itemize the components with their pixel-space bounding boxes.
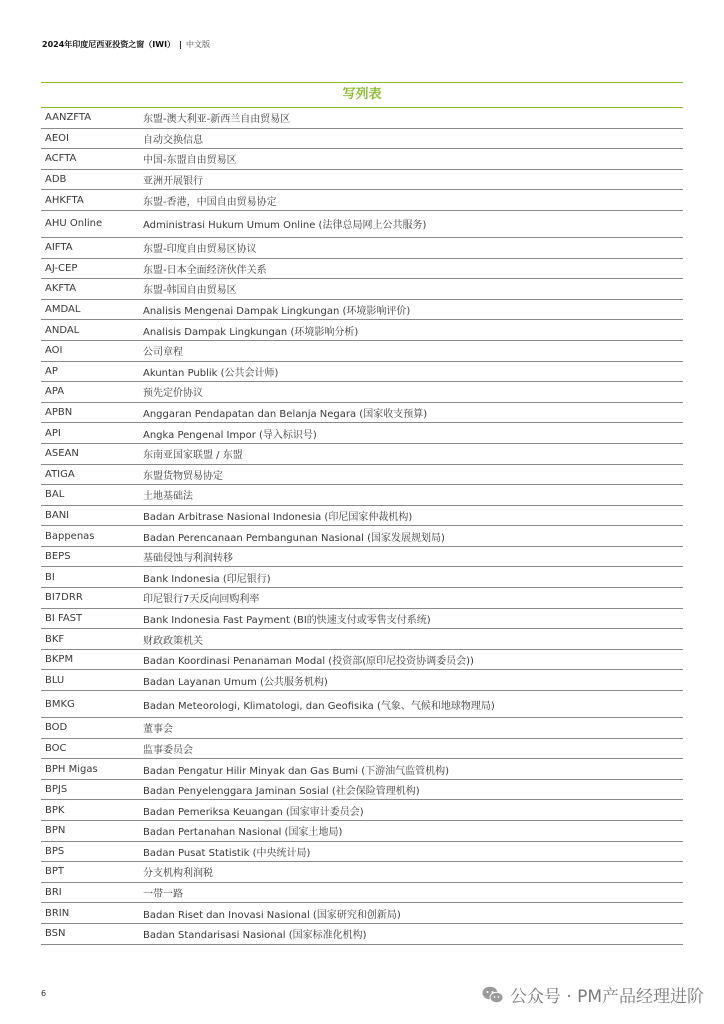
definition-cell: 东南亚国家联盟 / 东盟 xyxy=(141,443,683,464)
table-row xyxy=(41,279,683,300)
abbreviation-cell: BPH Migas xyxy=(41,759,141,780)
table-row xyxy=(41,485,683,506)
abbreviation-cell: BOC xyxy=(41,738,141,759)
definition-cell: Analisis Dampak Lingkungan (环境影响分析) xyxy=(141,320,683,341)
abbreviation-cell: BI FAST xyxy=(41,608,141,629)
abbreviation-cell: BOD xyxy=(41,718,141,739)
table-row xyxy=(41,649,683,670)
abbreviation-cell: AOI xyxy=(41,340,141,361)
header-separator: | xyxy=(179,40,182,49)
table-row xyxy=(41,169,683,190)
definition-cell: Badan Pertanahan Nasional (国家土地局) xyxy=(141,821,683,842)
wechat-icon xyxy=(482,986,504,1004)
definition-cell: Badan Meteorologi, Klimatologi, dan Geofisika (气象、气候和地球物理局) xyxy=(141,691,683,718)
table-row xyxy=(41,258,683,279)
abbreviation-cell: APA xyxy=(41,382,141,403)
definition-cell: Badan Penyelenggara Jaminan Sosial (社会保险管理机构) xyxy=(141,779,683,800)
table-row xyxy=(41,361,683,382)
definition-cell: 东盟-印度自由贸易区协议 xyxy=(141,237,683,258)
definition-cell: 东盟货物贸易协定 xyxy=(141,464,683,485)
abbreviation-cell: AEOI xyxy=(41,128,141,149)
table-row xyxy=(41,128,683,149)
definition-cell: Badan Arbitrase Nasional Indonesia (印尼国家仲裁机构) xyxy=(141,505,683,526)
definition-cell: Bank Indonesia Fast Payment (BI的快速支付或零售支付系统) xyxy=(141,608,683,629)
abbreviation-table xyxy=(41,108,683,945)
abbreviation-cell: BLU xyxy=(41,670,141,691)
abbreviation-cell: BRI xyxy=(41,882,141,903)
abbreviation-cell: ANDAL xyxy=(41,320,141,341)
table-row xyxy=(41,923,683,944)
definition-cell: Badan Koordinasi Penanaman Modal (投资部(原印尼投资协调委员会)) xyxy=(141,649,683,670)
definition-cell: 财政政策机关 xyxy=(141,629,683,650)
abbreviation-cell: AANZFTA xyxy=(41,108,141,128)
abbreviation-cell: BPK xyxy=(41,800,141,821)
table-row xyxy=(41,546,683,567)
table-row xyxy=(41,718,683,739)
abbreviation-cell: ACFTA xyxy=(41,149,141,170)
definition-cell: Akuntan Publik (公共会计师) xyxy=(141,361,683,382)
abbreviation-table-title: 写列表 xyxy=(41,82,683,108)
abbreviation-cell: BPT xyxy=(41,862,141,883)
table-row xyxy=(41,299,683,320)
definition-cell: 亚洲开展银行 xyxy=(141,169,683,190)
table-row xyxy=(41,320,683,341)
table-row xyxy=(41,464,683,485)
abbreviation-cell: AJ-CEP xyxy=(41,258,141,279)
table-row xyxy=(41,882,683,903)
abbreviation-cell: AKFTA xyxy=(41,279,141,300)
table-row xyxy=(41,903,683,924)
definition-cell: 土地基础法 xyxy=(141,485,683,506)
abbreviation-cell: ATIGA xyxy=(41,464,141,485)
abbreviation-cell: ASEAN xyxy=(41,443,141,464)
table-row xyxy=(41,210,683,237)
abbreviation-cell: BI xyxy=(41,567,141,588)
abbreviation-cell: BKF xyxy=(41,629,141,650)
table-row xyxy=(41,526,683,547)
table-row xyxy=(41,588,683,609)
definition-cell: 分支机构利润税 xyxy=(141,862,683,883)
definition-cell: Badan Perencanaan Pembangunan Nasional (国家发展规划局) xyxy=(141,526,683,547)
page-header xyxy=(42,39,210,50)
language-label: 中文版 xyxy=(185,40,210,49)
table-row xyxy=(41,779,683,800)
abbreviation-cell: AIFTA xyxy=(41,237,141,258)
page-number: 6 xyxy=(41,989,47,998)
definition-cell: Badan Standarisasi Nasional (国家标准化机构) xyxy=(141,923,683,944)
table-row xyxy=(41,759,683,780)
definition-cell: 自动交换信息 xyxy=(141,128,683,149)
abbreviation-cell: AP xyxy=(41,361,141,382)
definition-cell: Badan Pemeriksa Keuangan (国家审计委员会) xyxy=(141,800,683,821)
abbreviation-cell: BPS xyxy=(41,841,141,862)
definition-cell: 东盟-澳大利亚-新西兰自由贸易区 xyxy=(141,108,683,128)
abbreviation-cell: BI7DRR xyxy=(41,588,141,609)
definition-cell: 印尼银行7天反向回购利率 xyxy=(141,588,683,609)
table-row xyxy=(41,862,683,883)
definition-cell: 一带一路 xyxy=(141,882,683,903)
watermark-text: 公众号 · PM产品经理进阶 xyxy=(509,987,704,1007)
abbreviation-cell: AMDAL xyxy=(41,299,141,320)
table-row xyxy=(41,738,683,759)
table-row xyxy=(41,505,683,526)
abbreviation-cell: BANI xyxy=(41,505,141,526)
definition-cell: Anggaran Pendapatan dan Belanja Negara (国家收支预算) xyxy=(141,402,683,423)
definition-cell: Badan Riset dan Inovasi Nasional (国家研究和创新局) xyxy=(141,903,683,924)
table-row xyxy=(41,443,683,464)
table-row xyxy=(41,108,683,128)
table-row xyxy=(41,402,683,423)
definition-cell: 东盟-日本全面经济伙伴关系 xyxy=(141,258,683,279)
table-row xyxy=(41,149,683,170)
table-row xyxy=(41,608,683,629)
abbreviation-cell: BPJS xyxy=(41,779,141,800)
definition-cell: Analisis Mengenai Dampak Lingkungan (环境影响评价) xyxy=(141,299,683,320)
abbreviation-cell: Bappenas xyxy=(41,526,141,547)
abbreviation-cell: BSN xyxy=(41,923,141,944)
definition-cell: Angka Pengenal Impor (导入标识号) xyxy=(141,423,683,444)
abbreviation-cell: AHU Online xyxy=(41,210,141,237)
definition-cell: Badan Layanan Umum (公共服务机构) xyxy=(141,670,683,691)
abbreviation-cell: BPN xyxy=(41,821,141,842)
definition-cell: 东盟-香港，中国自由贸易协定 xyxy=(141,190,683,211)
abbreviation-cell: BEPS xyxy=(41,546,141,567)
abbreviation-cell: BKPM xyxy=(41,649,141,670)
abbreviation-cell: APBN xyxy=(41,402,141,423)
table-row xyxy=(41,670,683,691)
abbreviation-cell: API xyxy=(41,423,141,444)
definition-cell: 监事委员会 xyxy=(141,738,683,759)
table-row xyxy=(41,190,683,211)
table-row xyxy=(41,423,683,444)
abbreviation-cell: ADB xyxy=(41,169,141,190)
table-row xyxy=(41,691,683,718)
table-row xyxy=(41,800,683,821)
definition-cell: 东盟-韩国自由贸易区 xyxy=(141,279,683,300)
document-title: 2024年印度尼西亚投资之窗（IWI） xyxy=(42,40,176,49)
abbreviation-table-body xyxy=(41,108,683,944)
table-row xyxy=(41,841,683,862)
abbreviation-cell: BAL xyxy=(41,485,141,506)
abbreviation-cell: AHKFTA xyxy=(41,190,141,211)
table-row xyxy=(41,382,683,403)
definition-cell: 中国-东盟自由贸易区 xyxy=(141,149,683,170)
definition-cell: Badan Pusat Statistik (中央统计局) xyxy=(141,841,683,862)
definition-cell: Badan Pengatur Hilir Minyak dan Gas Bumi (下游油气监管机构) xyxy=(141,759,683,780)
definition-cell: Administrasi Hukum Umum Online (法律总局网上公共服务) xyxy=(141,210,683,237)
definition-cell: 公司章程 xyxy=(141,340,683,361)
definition-cell: 基础侵蚀与利润转移 xyxy=(141,546,683,567)
table-row xyxy=(41,821,683,842)
table-row xyxy=(41,340,683,361)
table-row xyxy=(41,237,683,258)
abbreviation-cell: BRIN xyxy=(41,903,141,924)
abbreviation-section xyxy=(41,82,683,945)
table-row xyxy=(41,629,683,650)
definition-cell: Bank Indonesia (印尼银行) xyxy=(141,567,683,588)
watermark xyxy=(482,982,704,1007)
abbreviation-cell: BMKG xyxy=(41,691,141,718)
table-row xyxy=(41,567,683,588)
definition-cell: 董事会 xyxy=(141,718,683,739)
definition-cell: 预先定价协议 xyxy=(141,382,683,403)
